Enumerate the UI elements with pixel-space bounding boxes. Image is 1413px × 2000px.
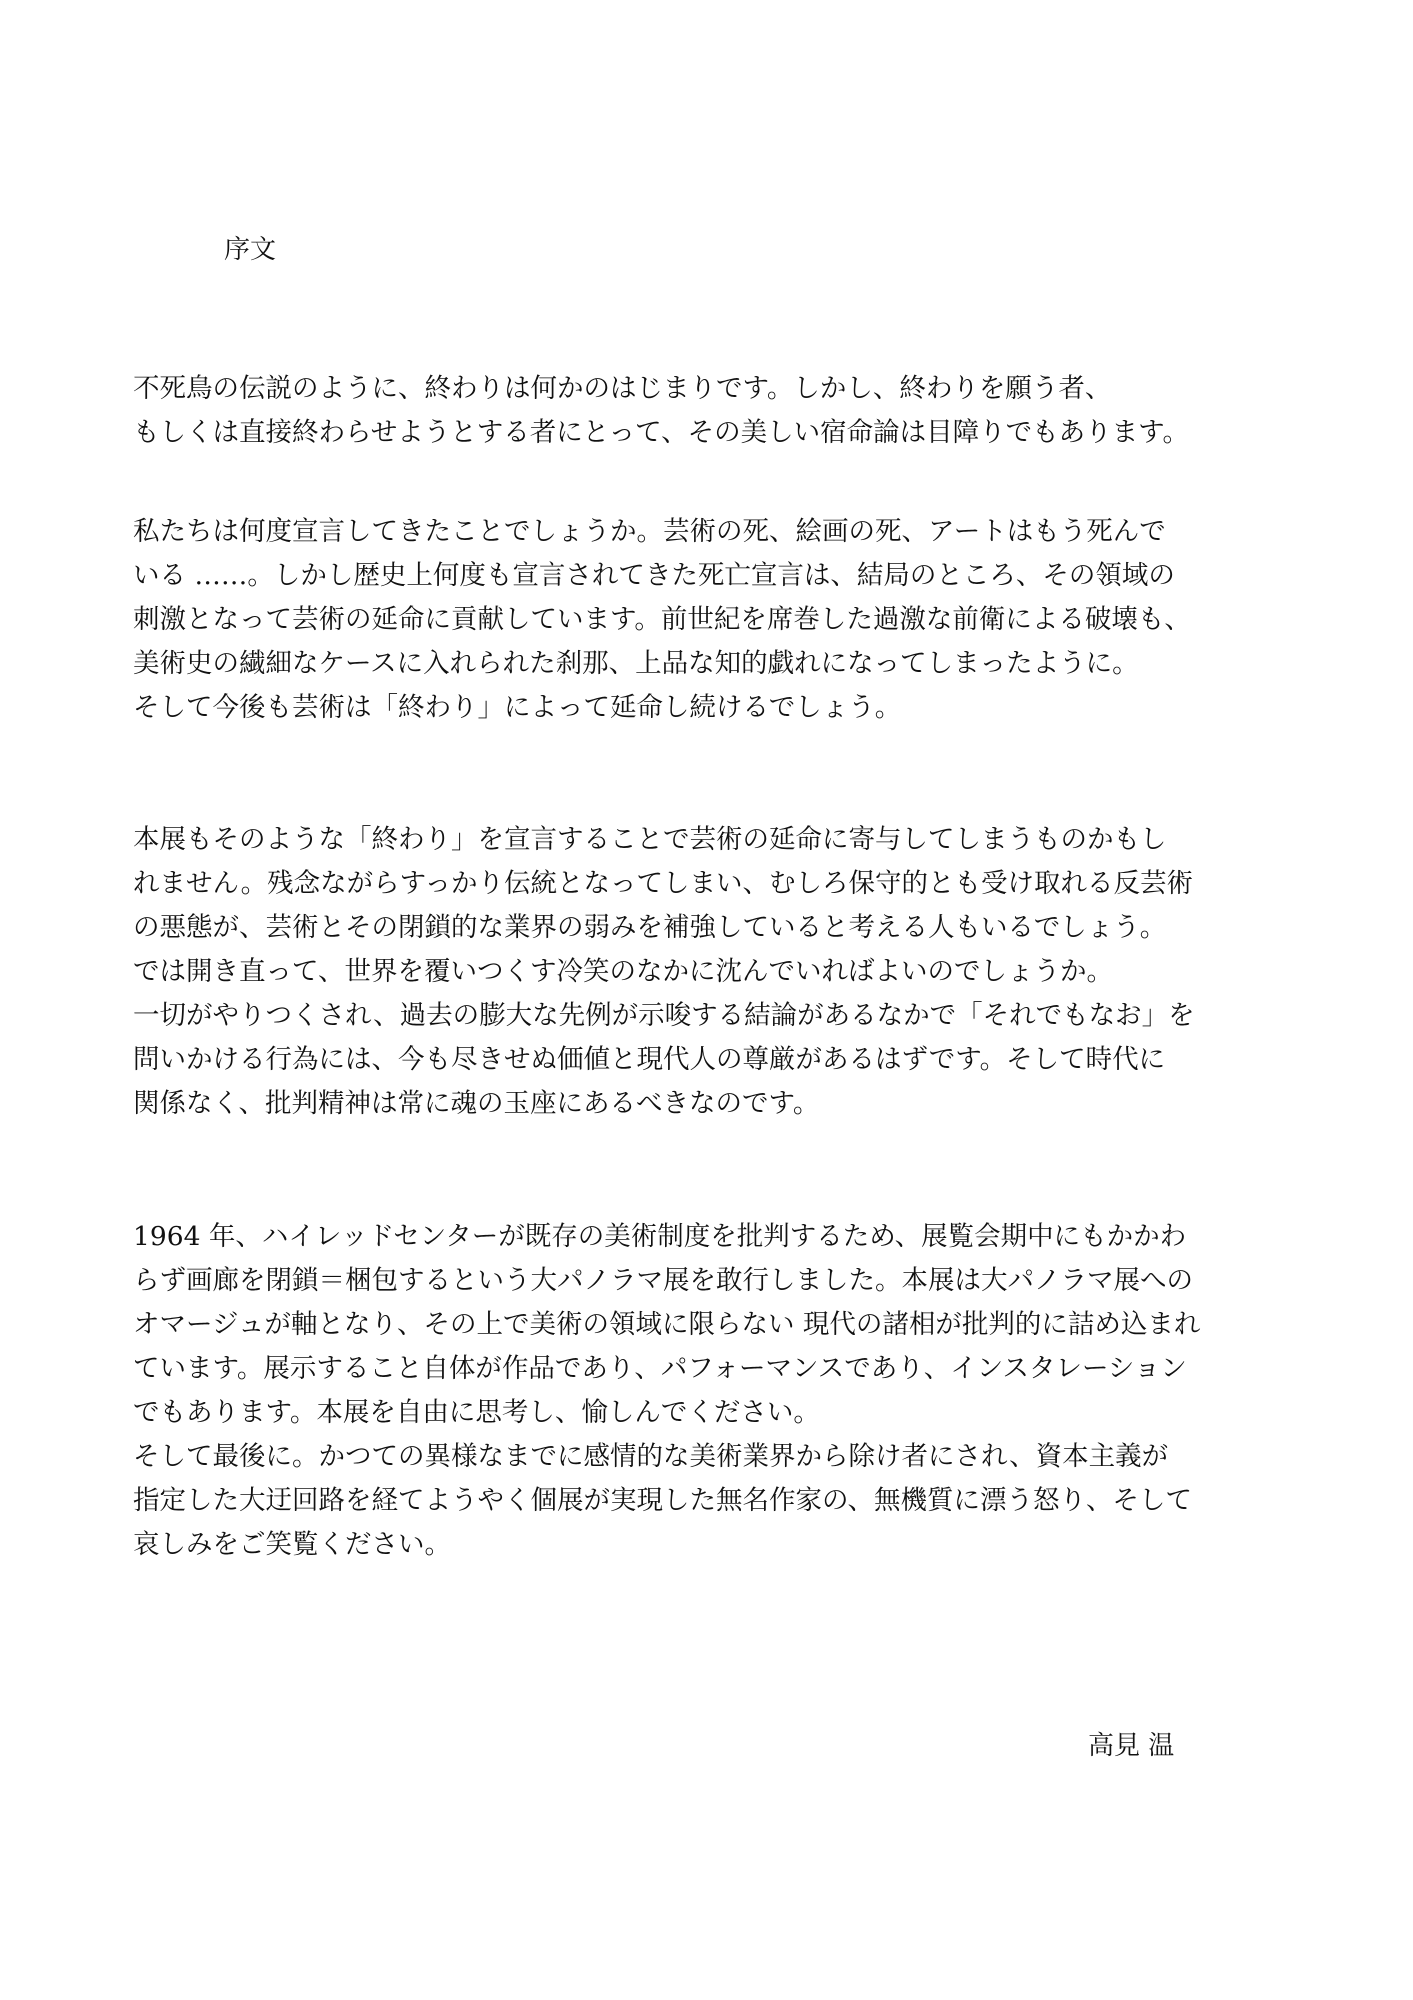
paragraph-3 <box>133 818 1195 1126</box>
text-line: 私たちは何度宣言してきたことでしょうか。芸術の死、絵画の死、アートはもう死んで <box>133 516 1166 547</box>
text-line: 指定した大迂回路を経てようやく個展が実現した無名作家の、無機質に漂う怒り、そして <box>133 1485 1192 1516</box>
text-line: の悪態が、芸術とその閉鎖的な業界の弱みを補強していると考える人もいるでしょう。 <box>133 912 1167 943</box>
text-line: 一切がやりつくされ、過去の膨大な先例が示唆する結論があるなかで「それでもなお」を <box>133 1000 1195 1031</box>
paragraph-2 <box>133 510 1191 730</box>
text-line: そして今後も芸術は「終わり」によって延命し続けるでしょう。 <box>133 692 902 723</box>
text-line: 関係なく、批判精神は常に魂の玉座にあるべきなのです。 <box>133 1088 820 1119</box>
text-line: れません。残念ながらすっかり伝統となってしまい、むしろ保守的とも受け取れる反芸術 <box>133 868 1193 899</box>
paragraph-4 <box>133 1215 1200 1567</box>
text-line: 哀しみをご笑覧ください。 <box>133 1529 451 1560</box>
text-line: いる ……。しかし歴史上何度も宣言されてきた死亡宣言は、結局のところ、その領域の <box>133 560 1175 591</box>
text-line: らず画廊を閉鎖＝梱包するという大パノラマ展を敢行しました。本展は大パノラマ展への <box>133 1265 1193 1296</box>
text-line: 本展もそのような「終わり」を宣言することで芸術の延命に寄与してしまうものかもし <box>133 824 1167 855</box>
page-title: 序文 <box>224 235 277 265</box>
text-line: 1964 年、ハイレッドセンターが既存の美術制度を批判するため、展覧会期中にもかかわ <box>133 1221 1187 1252</box>
text-line: 問いかける行為には、今も尽きせぬ価値と現代人の尊厳があるはずです。そして時代に <box>133 1044 1166 1075</box>
text-line: 不死鳥の伝説のように、終わりは何かのはじまりです。しかし、終わりを願う者、 <box>133 373 1112 404</box>
text-line: では開き直って、世界を覆いつくす冷笑のなかに沈んでいればよいのでしょうか。 <box>133 956 1113 987</box>
text-line: オマージュが軸となり、その上で美術の領域に限らない 現代の諸相が批判的に詰め込まれ <box>133 1309 1201 1340</box>
text-line: 美術史の繊細なケースに入れられた刹那、上品な知的戯れになってしまったように。 <box>133 648 1139 679</box>
text-line: そして最後に。かつての異様なまでに感情的な美術業界から除け者にされ、資本主義が <box>133 1441 1169 1472</box>
author-name: 高見 温 <box>1088 1731 1175 1761</box>
paragraph-1 <box>133 367 1189 455</box>
text-line: もしくは直接終わらせようとする者にとって、その美しい宿命論は目障りでもあります。 <box>133 417 1190 448</box>
text-line: でもあります。本展を自由に思考し、愉しんでください。 <box>133 1397 820 1428</box>
text-line: 刺激となって芸術の延命に貢献しています。前世紀を席巻した過激な前衛による破壊も、 <box>133 604 1191 635</box>
text-line: ています。展示すること自体が作品であり、パフォーマンスであり、インスタレーション <box>133 1353 1187 1384</box>
